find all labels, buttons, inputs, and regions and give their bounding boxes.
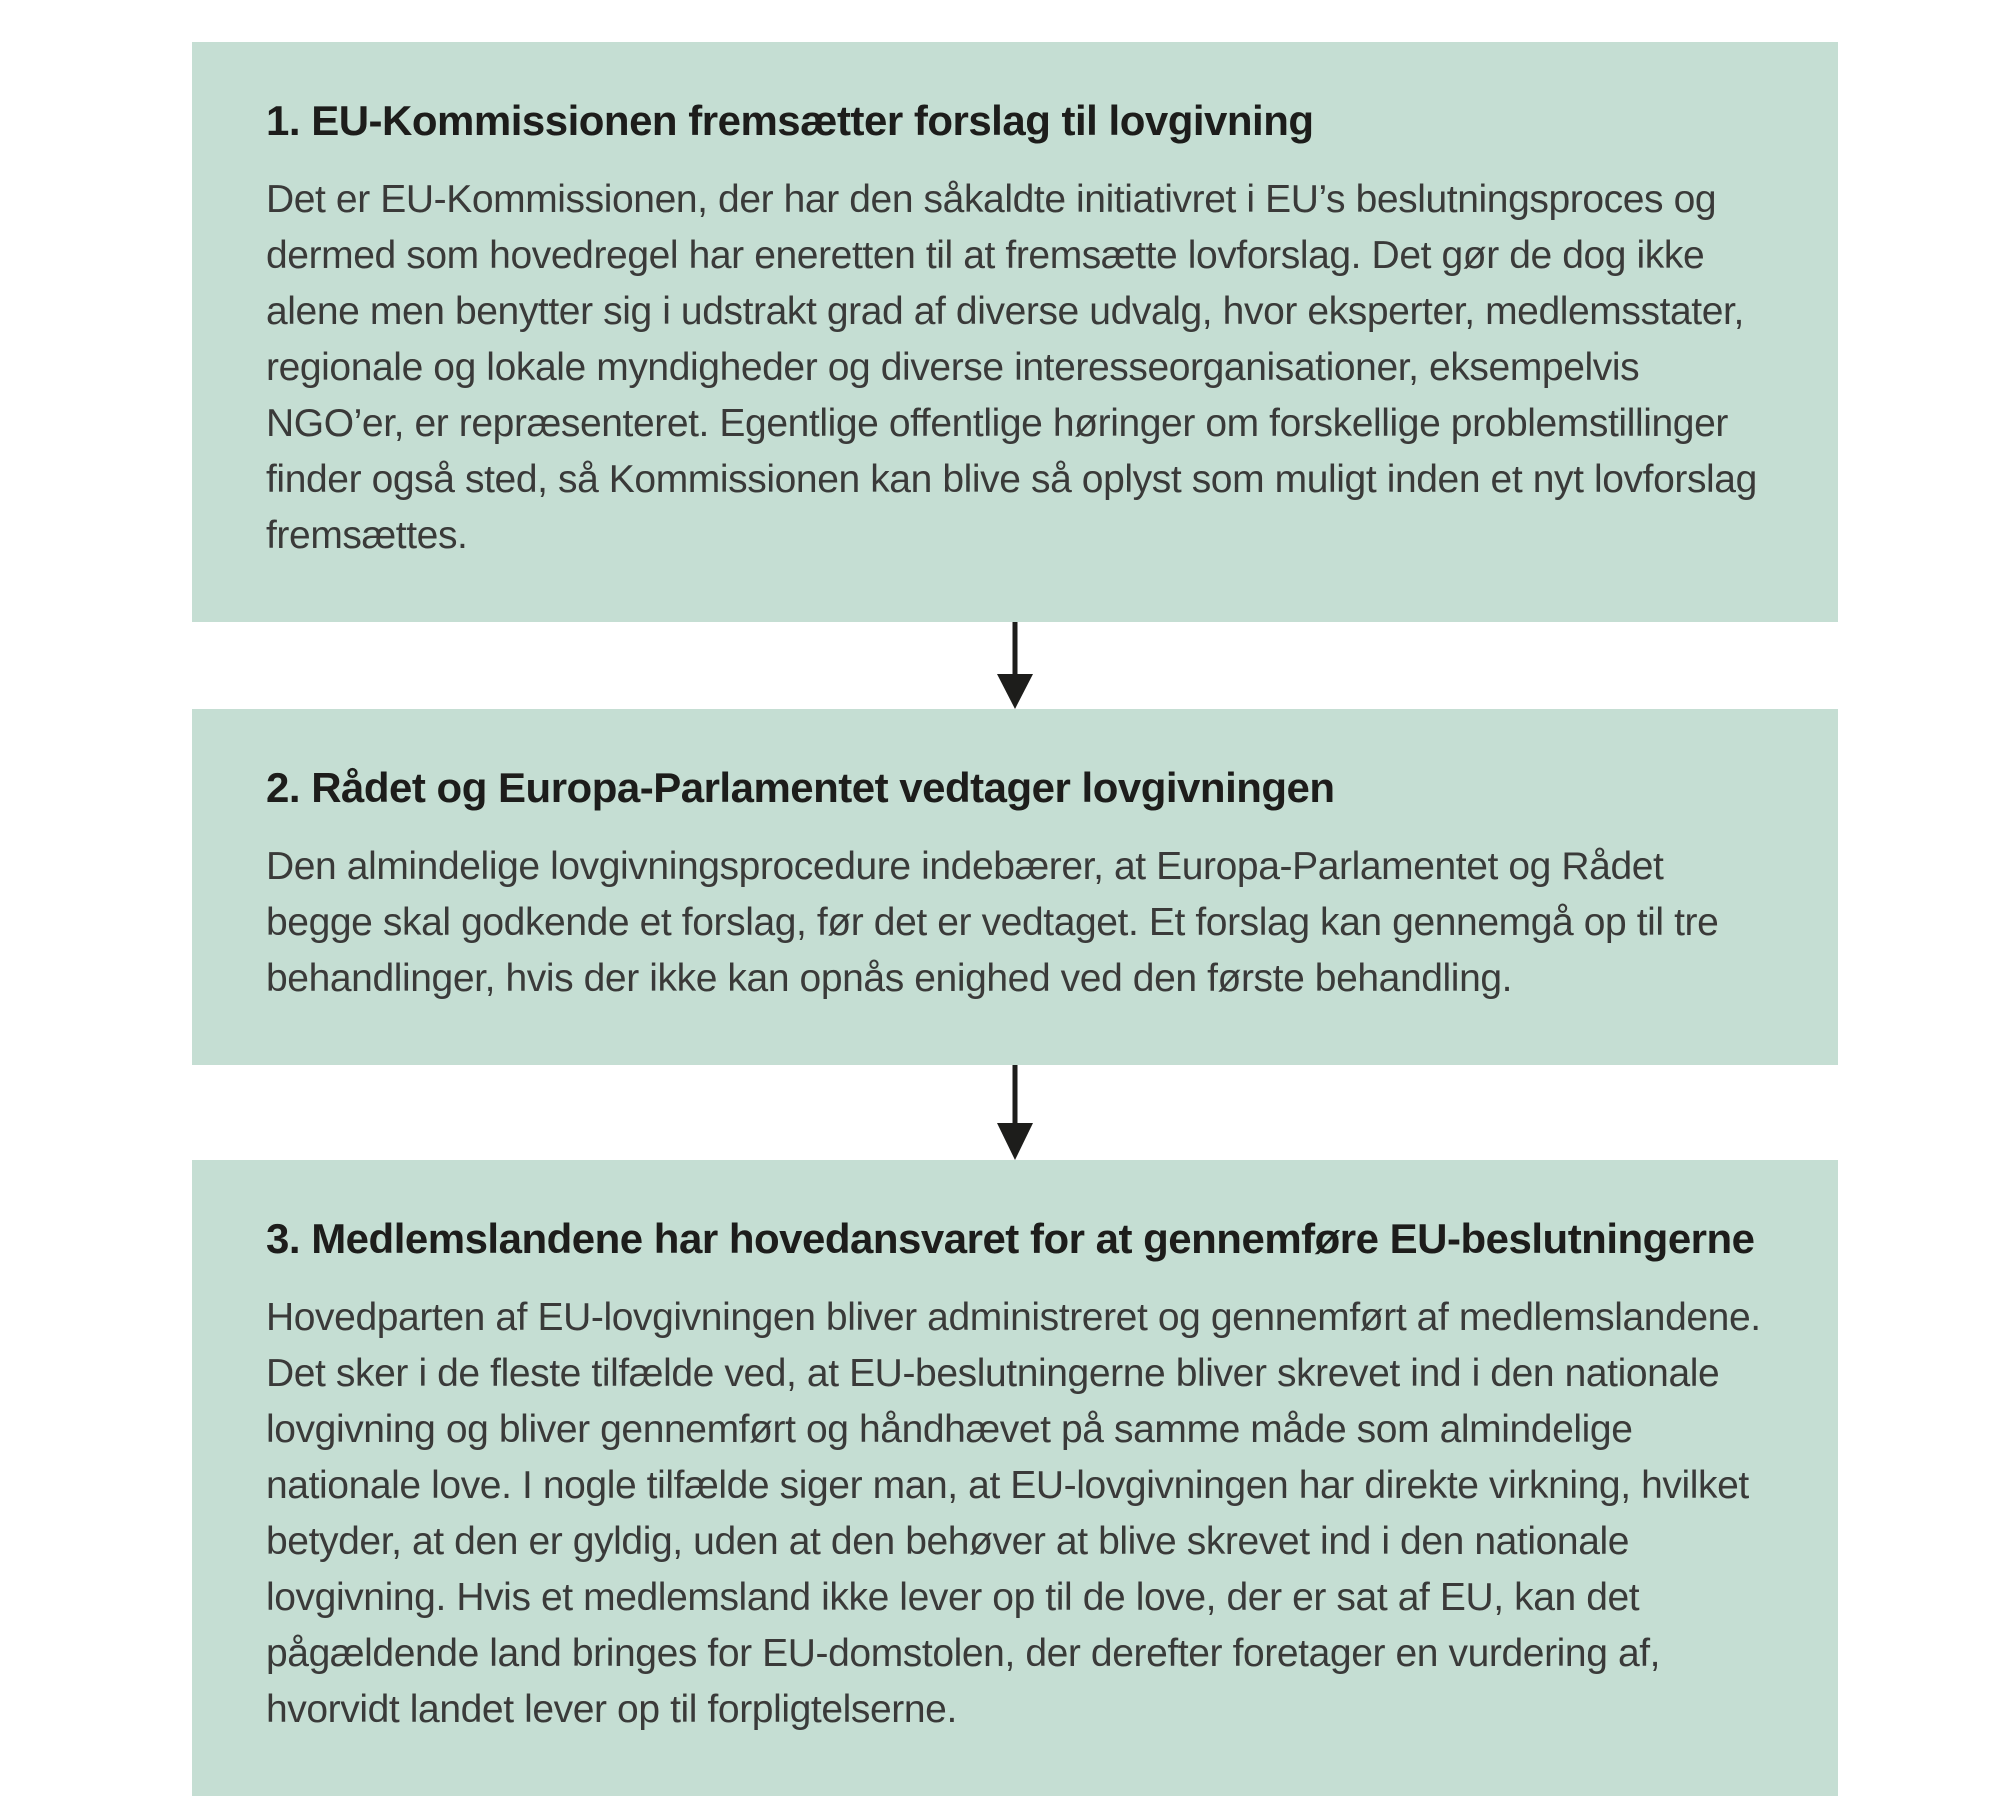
step-2-body: Den almindelige lovgivningsprocedure indebærer, at Europa-Parlamentet og Rådet begge skal godkende et forslag, før det er vedtaget. Et forslag kan gennemgå op til tre behandlinger, hvis der ikke kan opnås enighed ved den første behandling.	[266, 845, 1719, 1000]
step-1-box	[192, 42, 1838, 622]
arrow-down-icon	[991, 622, 1039, 709]
connector-2	[192, 1065, 1838, 1160]
arrow-down-icon	[991, 1065, 1039, 1160]
step-2-box	[192, 709, 1838, 1065]
step-1-title: 1. EU-Kommissionen fremsætter forslag til lovgivning	[266, 97, 1314, 144]
step-3-title: 3. Medlemslandene har hovedansvaret for at gennemføre EU-beslutningerne	[266, 1215, 1755, 1262]
step-2-title: 2. Rådet og Europa-Parlamentet vedtager lovgivningen	[266, 764, 1335, 811]
step-3-box	[192, 1160, 1838, 1796]
step-1-body: Det er EU-Kommissionen, der har den såkaldte initiativret i EU’s beslutningsproces og dermed som hovedregel har eneretten til at fremsætte lovforslag. Det gør de dog ikke alene men benytter sig i udstrakt grad af diverse udvalg, hvor eksperter, medlemsstater, regionale og lokale myndigheder og diverse interesseorganisationer, eksempelvis NGO’er, er repræsenteret. Egentlige offentlige høringer om forskellige problemstillinger finder også sted, så Kommissionen kan blive så oplyst som muligt inden et nyt lovforslag fremsættes.	[266, 178, 1757, 557]
step-3-body: Hovedparten af EU-lovgivningen bliver administreret og gennemført af medlemslandene. Det sker i de fleste tilfælde ved, at EU-beslutningerne bliver skrevet ind i den nationale lovgivning og bliver gennemført og håndhævet på samme måde som almindelige nationale love. I nogle tilfælde siger man, at EU-lovgivningen har direkte virkning, hvilket betyder, at den er gyldig, uden at den behøver at blive skrevet ind i den nationale lovgivning. Hvis et medlemsland ikke lever op til de love, der er sat af EU, kan det pågældende land bringes for EU-domstolen, der derefter foretager en vurdering af, hvorvidt landet lever op til forpligtelserne.	[266, 1296, 1761, 1731]
step-stack	[192, 42, 1838, 1796]
connector-1	[192, 622, 1838, 709]
